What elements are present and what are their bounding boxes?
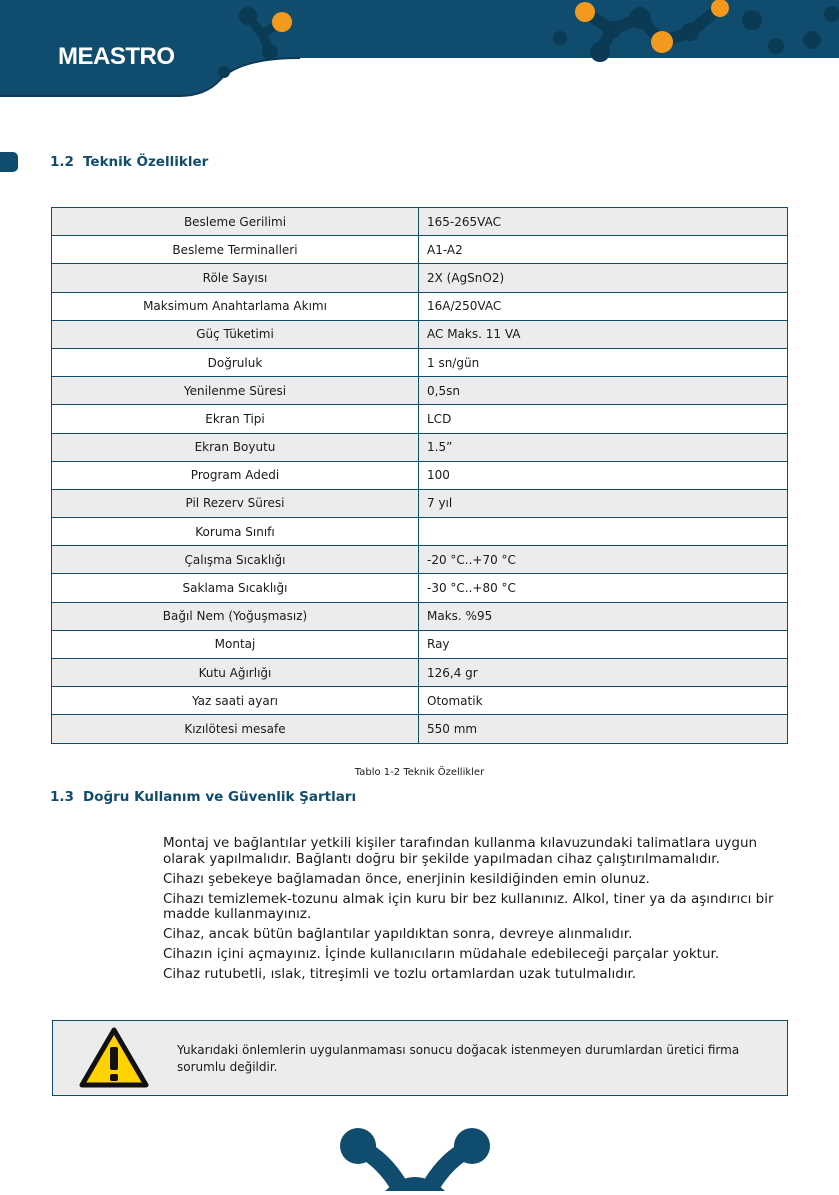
spec-value: Maks. %95	[419, 602, 788, 630]
safety-instructions	[163, 836, 775, 987]
table-row	[52, 489, 788, 517]
table-row	[52, 546, 788, 574]
table-row	[52, 715, 788, 743]
specs-table	[51, 207, 788, 744]
instruction-paragraph: Cihazı temizlemek-tozunu almak için kuru bir bez kullanınız. Alkol, tiner ya da aşındırıcı bir madde kullanmayınız.	[163, 890, 774, 922]
spec-key: Maksimum Anahtarlama Akımı	[52, 292, 419, 320]
table-row	[52, 320, 788, 348]
footer-decoration	[330, 1118, 500, 1195]
table-row	[52, 433, 788, 461]
instruction-paragraph: Cihaz rutubetli, ıslak, titreşimli ve tozlu ortamlardan uzak tutulmalıdır.	[163, 966, 637, 982]
brand-logo: MEASTRO	[58, 43, 175, 70]
spec-key: Koruma Sınıfı	[52, 518, 419, 546]
spec-key: Yenilenme Süresi	[52, 377, 419, 405]
spec-value: 165-265VAC	[419, 208, 788, 236]
section-heading-1-3	[50, 789, 356, 805]
spec-key: Ekran Tipi	[52, 405, 419, 433]
table-row	[52, 574, 788, 602]
warning-text: Yukarıdaki önlemlerin uygulanmaması sonucu doğacak istenmeyen durumlardan üretici firma sorumlu değildir.	[177, 1043, 740, 1074]
table-row	[52, 630, 788, 658]
spec-key: Program Adedi	[52, 461, 419, 489]
spec-value: 550 mm	[419, 715, 788, 743]
section-heading-1-2	[50, 154, 208, 170]
instruction-paragraph: Cihaz, ancak bütün bağlantılar yapıldıktan sonra, devreye alınmalıdır.	[163, 926, 633, 942]
spec-value: AC Maks. 11 VA	[419, 320, 788, 348]
spec-value: 1.5”	[419, 433, 788, 461]
spec-value: 1 sn/gün	[419, 348, 788, 376]
spec-value: 0,5sn	[419, 377, 788, 405]
spec-value: LCD	[419, 405, 788, 433]
table-row	[52, 659, 788, 687]
spec-key: Kutu Ağırlığı	[52, 659, 419, 687]
table-row	[52, 236, 788, 264]
table-row	[52, 687, 788, 715]
section-title: Teknik Özellikler	[83, 154, 209, 170]
spec-key: Montaj	[52, 630, 419, 658]
table-caption: Tablo 1-2 Teknik Özellikler	[354, 767, 485, 778]
spec-key: Besleme Gerilimi	[52, 208, 419, 236]
instruction-paragraph: Cihazın içini açmayınız. İçinde kullanıcıların müdahale edebileceği parçalar yoktur.	[163, 946, 720, 962]
page-side-tab	[0, 152, 18, 172]
table-row	[52, 208, 788, 236]
warning-box	[52, 1020, 788, 1096]
spec-value: 16A/250VAC	[419, 292, 788, 320]
spec-key: Güç Tüketimi	[52, 320, 419, 348]
spec-value: -30 °C..+80 °C	[419, 574, 788, 602]
spec-key: Ekran Boyutu	[52, 433, 419, 461]
spec-value: 7 yıl	[419, 489, 788, 517]
instruction-paragraph: Cihazı şebekeye bağlamadan önce, enerjinin kesildiğinden emin olunuz.	[163, 870, 650, 887]
spec-key: Pil Rezerv Süresi	[52, 489, 419, 517]
spec-value: A1-A2	[419, 236, 788, 264]
spec-key: Çalışma Sıcaklığı	[52, 546, 419, 574]
spec-key: Saklama Sıcaklığı	[52, 574, 419, 602]
spec-key: Besleme Terminalleri	[52, 236, 419, 264]
spec-value: -20 °C..+70 °C	[419, 546, 788, 574]
page-header	[0, 0, 839, 100]
spec-key: Yaz saati ayarı	[52, 687, 419, 715]
table-row	[52, 518, 788, 546]
warning-triangle-icon	[79, 1027, 149, 1093]
spec-key: Bağıl Nem (Yoğuşmasız)	[52, 602, 419, 630]
spec-value: 100	[419, 461, 788, 489]
table-row	[52, 461, 788, 489]
table-row	[52, 264, 788, 292]
spec-key: Kızılötesi mesafe	[52, 715, 419, 743]
section-number: 1.3	[50, 789, 74, 805]
table-row	[52, 602, 788, 630]
table-row	[52, 405, 788, 433]
spec-value: Otomatik	[419, 687, 788, 715]
instruction-paragraph: Montaj ve bağlantılar yetkili kişiler tarafından kullanma kılavuzundaki talimatlara uygun olarak yapılmalıdır. Bağlantı doğru bir şekilde yapılmadan cihaz çalıştırılmamalıdır.	[163, 835, 758, 867]
section-number: 1.2	[50, 154, 74, 170]
spec-value	[419, 518, 788, 546]
table-row	[52, 348, 788, 376]
spec-value: 126,4 gr	[419, 659, 788, 687]
spec-key: Röle Sayısı	[52, 264, 419, 292]
section-title: Doğru Kullanım ve Güvenlik Şartları	[83, 789, 357, 805]
table-row	[52, 292, 788, 320]
table-row	[52, 377, 788, 405]
spec-value: Ray	[419, 630, 788, 658]
spec-value: 2X (AgSnO2)	[419, 264, 788, 292]
spec-key: Doğruluk	[52, 348, 419, 376]
